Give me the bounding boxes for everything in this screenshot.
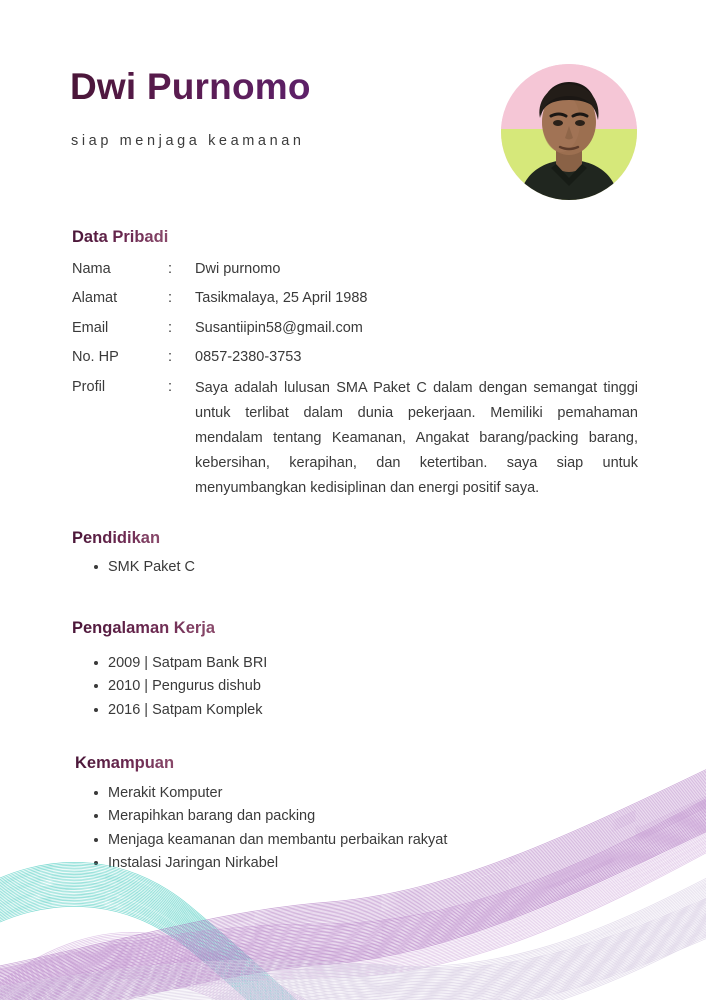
page-title: Dwi Purnomo xyxy=(70,66,311,107)
education-list xyxy=(72,556,195,579)
cv-header xyxy=(0,0,706,215)
list-item: Menjaga keamanan dan membantu perbaikan rakyat xyxy=(94,829,447,852)
row-separator: : xyxy=(168,319,173,336)
table-row xyxy=(72,376,638,501)
section-heading-personal: Data Pribadi xyxy=(72,228,169,246)
row-value-profile: Saya adalah lulusan SMA Paket C dalam dengan semangat tinggi untuk terlibat dalam dunia pekerjaan. Memiliki pemahaman mendalam tentang Keamanan, Angakat barang/packing barang, kebersihan, kerapihan, dan ketertiban. saya siap untuk menyumbangkan kedisiplinan dan energi positif saya. xyxy=(195,379,638,496)
list-item: Instalasi Jaringan Nirkabel xyxy=(94,852,447,875)
table-row xyxy=(72,258,638,280)
subtitle-tagline: siap menjaga keamanan xyxy=(71,133,305,149)
row-value: Dwi purnomo xyxy=(195,261,281,277)
row-label: Email xyxy=(72,319,109,336)
list-item: 2016 | Satpam Komplek xyxy=(94,699,267,722)
row-separator: : xyxy=(168,261,173,277)
list-item: 2010 | Pengurus dishub xyxy=(94,675,267,698)
row-label: No. HP xyxy=(72,349,119,366)
row-value: Tasikmalaya, 25 April 1988 xyxy=(195,290,368,307)
table-row xyxy=(72,317,638,339)
list-item: Merapihkan barang dan packing xyxy=(94,805,447,828)
list-item: 2009 | Satpam Bank BRI xyxy=(94,652,267,675)
experience-list xyxy=(72,652,267,722)
row-label: Profil xyxy=(72,378,106,395)
row-value: Susantiipin58@gmail.com xyxy=(195,319,363,336)
section-heading-education: Pendidikan xyxy=(72,529,161,547)
skills-list xyxy=(72,782,447,876)
row-separator: : xyxy=(168,349,173,366)
table-row xyxy=(72,287,638,309)
section-heading-skills: Kemampuan xyxy=(75,754,175,772)
avatar xyxy=(501,64,637,200)
list-item: SMK Paket C xyxy=(94,556,195,579)
table-row xyxy=(72,346,638,368)
section-heading-experience: Pengalaman Kerja xyxy=(72,619,216,637)
list-item: Merakit Komputer xyxy=(94,782,447,805)
personal-data-table xyxy=(72,258,638,508)
row-separator: : xyxy=(168,378,173,395)
row-label: Nama xyxy=(72,261,111,277)
row-value: 0857-2380-3753 xyxy=(195,349,302,366)
portrait-illustration xyxy=(501,64,637,200)
row-label: Alamat xyxy=(72,290,118,307)
row-separator: : xyxy=(168,290,173,307)
